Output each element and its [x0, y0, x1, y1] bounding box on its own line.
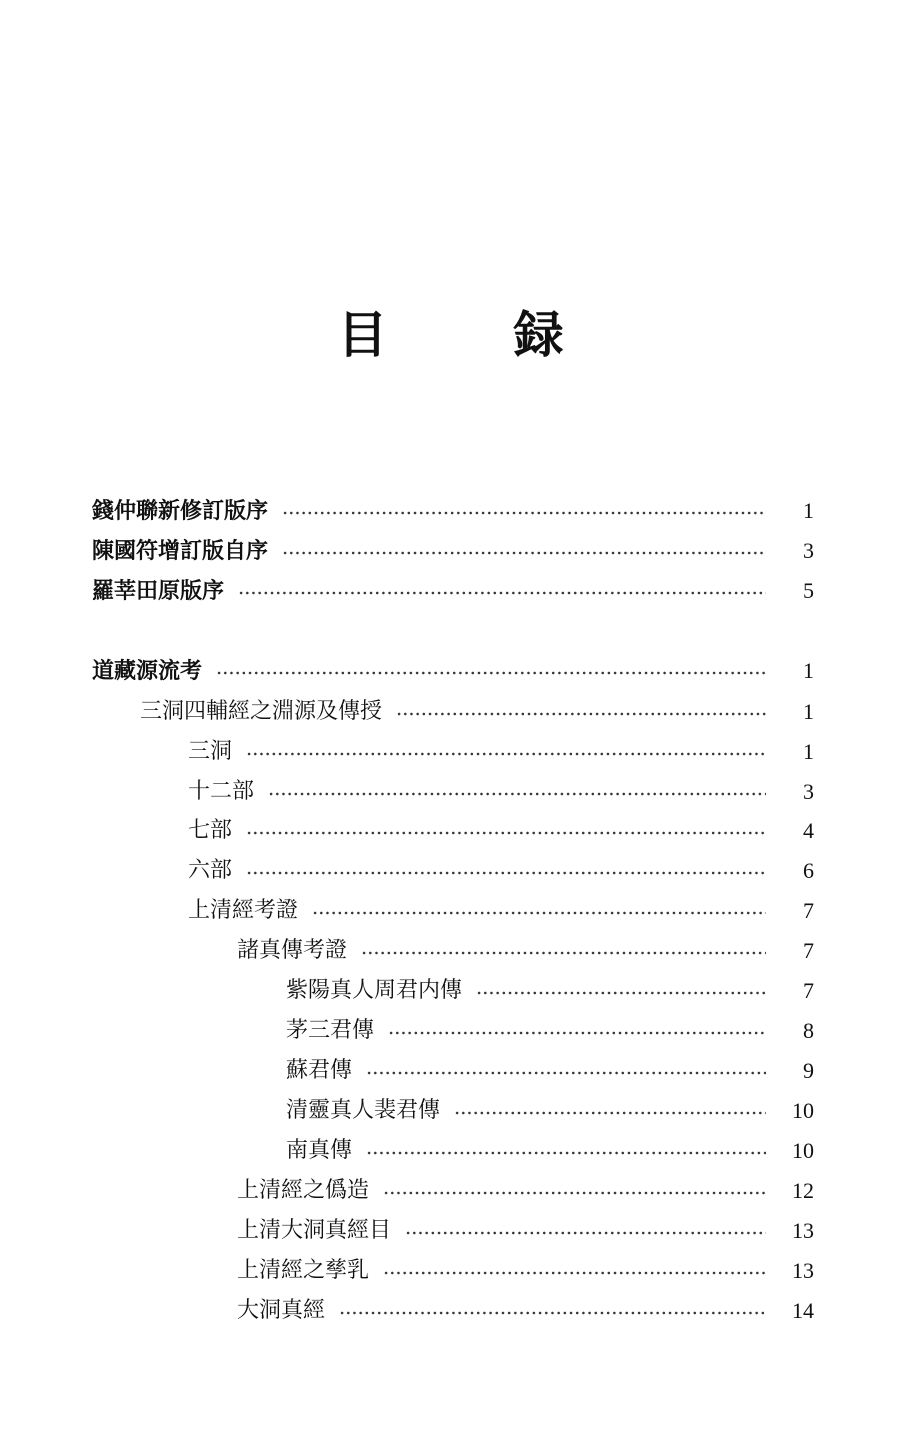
toc-entry-label: 大洞真經: [237, 1298, 326, 1323]
toc-entry-page: 7: [803, 978, 814, 1003]
toc-entry-page: 3: [803, 779, 814, 804]
dot-leader: [246, 871, 766, 875]
toc-entry-label: 上清經之孳乳: [237, 1258, 370, 1283]
toc-entry-page: 7: [803, 898, 814, 923]
dot-leader: [238, 591, 766, 595]
dot-leader: [405, 1231, 766, 1235]
dot-leader: [361, 951, 766, 955]
toc-entry-page: 4: [803, 818, 814, 843]
toc-entry[interactable]: [286, 1091, 814, 1131]
toc-entry-page: 7: [803, 938, 814, 963]
toc-entry-label: 十二部: [188, 779, 255, 804]
dot-leader: [454, 1111, 766, 1115]
toc-entry-page: 13: [792, 1218, 814, 1243]
dot-leader: [396, 712, 766, 716]
toc-entry[interactable]: [188, 811, 814, 851]
toc-entry[interactable]: [188, 732, 814, 772]
toc-entry-label: 七部: [188, 818, 233, 843]
toc-entry-label: 蘇君傳: [286, 1058, 353, 1083]
toc-entry-page: 5: [803, 578, 814, 603]
toc-entry-page: 10: [792, 1098, 814, 1123]
dot-leader: [383, 1191, 766, 1195]
toc-entry[interactable]: [237, 1251, 814, 1291]
toc-entry[interactable]: [237, 931, 814, 971]
toc-entry[interactable]: [140, 692, 814, 732]
toc-entry-page: 1: [803, 739, 814, 764]
toc-entry[interactable]: [286, 971, 814, 1011]
toc-entry-label: 清靈真人裴君傳: [286, 1098, 441, 1123]
dot-leader: [366, 1151, 766, 1155]
toc-entry[interactable]: [286, 1051, 814, 1091]
toc-entry-label: 羅莘田原版序: [92, 578, 225, 604]
toc-entry-label: 上清大洞真經目: [237, 1218, 392, 1243]
toc-entry-page: 13: [792, 1258, 814, 1283]
toc-entry-label: 上清經考證: [188, 898, 299, 923]
dot-leader: [268, 792, 766, 796]
toc-entry[interactable]: [237, 1171, 814, 1211]
dot-leader: [246, 831, 766, 835]
toc-entry[interactable]: [92, 571, 814, 611]
toc-entry[interactable]: [188, 851, 814, 891]
toc-entry-page: 9: [803, 1058, 814, 1083]
toc-entry-page: 12: [792, 1178, 814, 1203]
dot-leader: [312, 911, 766, 915]
dot-leader: [339, 1311, 766, 1315]
toc-entry-page: 1: [803, 498, 814, 523]
dot-leader: [282, 511, 766, 515]
toc-entry-page: 1: [803, 658, 814, 683]
toc-entry-page: 1: [803, 699, 814, 724]
toc-entry[interactable]: [92, 491, 814, 531]
toc-entry[interactable]: [92, 531, 814, 571]
toc-entry-label: 三洞四輔經之淵源及傳授: [140, 699, 383, 724]
dot-leader: [383, 1271, 766, 1275]
dot-leader: [282, 551, 766, 555]
toc-entry-label: 紫陽真人周君内傳: [286, 978, 463, 1003]
toc-entry-page: 14: [792, 1298, 814, 1323]
toc-entry[interactable]: [286, 1131, 814, 1171]
toc-entry[interactable]: [286, 1011, 814, 1051]
dot-leader: [388, 1031, 766, 1035]
toc-entry[interactable]: [188, 891, 814, 931]
toc-entry-label: 陳國符增訂版自序: [92, 538, 269, 564]
toc-entry-page: 6: [803, 858, 814, 883]
toc-entry[interactable]: [188, 772, 814, 812]
dot-leader: [366, 1071, 766, 1075]
toc-entry-label: 諸真傳考證: [237, 938, 348, 963]
dot-leader: [476, 991, 766, 995]
toc-entry-page: 8: [803, 1018, 814, 1043]
toc-entry-label: 六部: [188, 858, 233, 883]
toc-entry-page: 10: [792, 1138, 814, 1163]
toc-entry[interactable]: [237, 1291, 814, 1331]
toc-entry-label: 茅三君傳: [286, 1018, 375, 1043]
toc-entry-label: 上清經之僞造: [237, 1178, 370, 1203]
toc-entry-label: 錢仲聯新修訂版序: [92, 498, 269, 524]
toc-entry-label: 道藏源流考: [92, 658, 203, 684]
toc-entry-label: 三洞: [188, 739, 233, 764]
toc-entry-page: 3: [803, 538, 814, 563]
toc-entry[interactable]: [237, 1211, 814, 1251]
dot-leader: [216, 671, 766, 675]
page-title: 目 録: [337, 305, 602, 364]
dot-leader: [246, 752, 766, 756]
toc-entry[interactable]: [92, 651, 814, 691]
toc-entry-label: 南真傳: [286, 1138, 353, 1163]
